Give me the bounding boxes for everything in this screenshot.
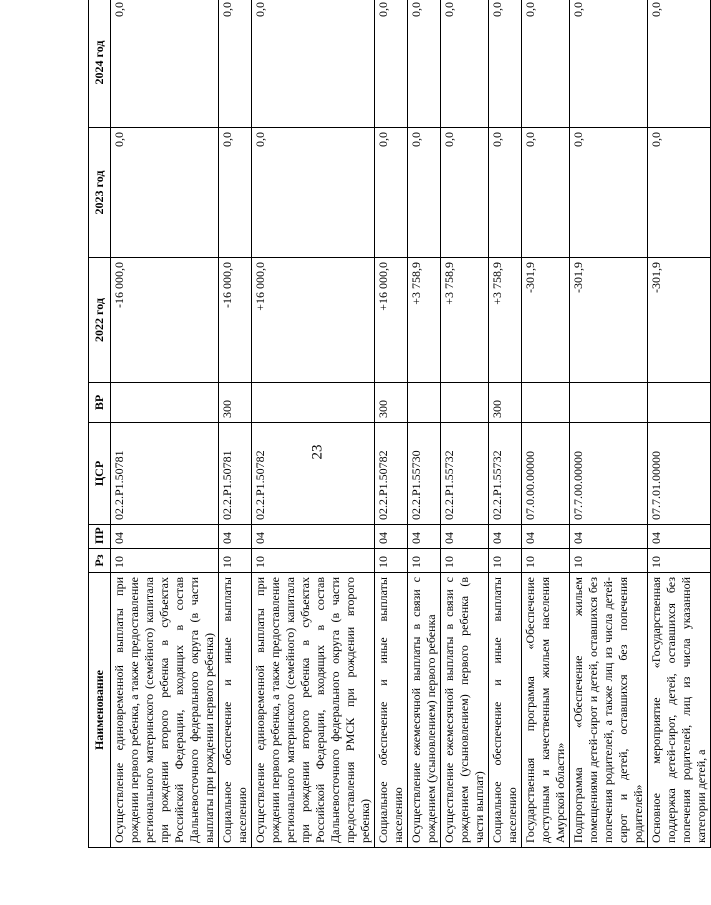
row-2023-value: 0,0 xyxy=(253,132,267,147)
table-header-row xyxy=(89,0,111,848)
row-csr-value: 02.2.P1.55730 xyxy=(409,450,423,520)
row-pr xyxy=(408,525,441,549)
row-name: Осуществление ежемесячной выплаты в связи с рождением (усыновлением) первого ребенка xyxy=(408,573,441,848)
row-rz xyxy=(375,549,408,573)
row-2022-value: +16 000,0 xyxy=(253,262,267,311)
row-2023 xyxy=(489,128,522,258)
row-name: Осуществление единовременной выплаты при рождении первого ребенка, а также предоставление регионального материнского (семейного) капитала при рождении второго ребенка в субъектах Российской Федерации, входящих в состав Дальневосточного федерального округа (в части выплаты при рождении первого ребенка) xyxy=(111,573,219,848)
row-pr-value: 04 xyxy=(220,532,234,544)
row-vr-value: 300 xyxy=(376,400,390,418)
row-csr-value: 02.2.P1.55732 xyxy=(490,450,504,520)
row-pr xyxy=(648,525,711,549)
row-2024-value: 0,0 xyxy=(409,2,423,17)
row-name: Социальное обеспечение и иные выплаты населению xyxy=(489,573,522,848)
row-2024-value: 0,0 xyxy=(490,2,504,17)
row-2022 xyxy=(570,258,648,383)
row-2022-value: -16 000,0 xyxy=(220,262,234,308)
row-vr xyxy=(408,383,441,423)
row-csr xyxy=(648,423,711,525)
row-2024 xyxy=(219,0,252,128)
row-csr-value: 02.2.P1.55732 xyxy=(442,450,456,520)
row-2024-value: 0,0 xyxy=(376,2,390,17)
table-row xyxy=(375,0,408,848)
row-2024-value: 0,0 xyxy=(523,2,537,17)
header-2024: 2024 год xyxy=(89,0,111,128)
row-vr-value: 300 xyxy=(220,400,234,418)
table-row xyxy=(522,0,570,848)
row-2024 xyxy=(252,0,375,128)
row-csr xyxy=(489,423,522,525)
row-2022 xyxy=(489,258,522,383)
row-2023-value: 0,0 xyxy=(409,132,423,147)
row-2022 xyxy=(219,258,252,383)
row-2023-value: 0,0 xyxy=(442,132,456,147)
budget-table xyxy=(88,0,711,848)
table-row xyxy=(570,0,648,848)
row-vr xyxy=(111,383,219,423)
row-2024 xyxy=(522,0,570,128)
header-2022: 2022 год xyxy=(89,258,111,383)
row-name: Подпрограмма «Обеспечение жильем помещениями детей-сирот и детей, оставшихся без попечения родителей, а также лиц из числа детей-сирот и детей, оставшихся без попечения родителей» xyxy=(570,573,648,848)
row-csr-value: 07.7.00.00000 xyxy=(571,451,585,520)
row-2023 xyxy=(219,128,252,258)
row-pr xyxy=(111,525,219,549)
row-rz xyxy=(111,549,219,573)
row-vr xyxy=(441,383,489,423)
header-2023: 2023 год xyxy=(89,128,111,258)
row-2022 xyxy=(648,258,711,383)
row-2022 xyxy=(522,258,570,383)
row-2024 xyxy=(570,0,648,128)
row-rz-value: 10 xyxy=(376,556,390,568)
row-name: Осуществление единовременной выплаты при рождении первого ребенка, а также предоставление регионального материнского (семейного) капитала при рождении второго ребенка в субъектах Российской Федерации, входящих в состав Дальневосточного федерального округа (в части предоставления РМСК при рождении второго ребенка) xyxy=(252,573,375,848)
row-csr xyxy=(441,423,489,525)
row-2023 xyxy=(570,128,648,258)
row-2023-value: 0,0 xyxy=(571,132,585,147)
row-2022-value: -301,9 xyxy=(649,262,663,293)
row-rz-value: 10 xyxy=(523,556,537,568)
row-pr-value: 04 xyxy=(409,532,423,544)
row-2024-value: 0,0 xyxy=(253,2,267,17)
table-row xyxy=(489,0,522,848)
row-csr xyxy=(111,423,219,525)
row-csr xyxy=(570,423,648,525)
rotated-table-container xyxy=(88,0,708,848)
row-csr-value: 02.2.P1.50782 xyxy=(253,450,267,520)
row-2023-value: 0,0 xyxy=(376,132,390,147)
row-pr xyxy=(375,525,408,549)
row-pr xyxy=(252,525,375,549)
row-rz xyxy=(252,549,375,573)
table-row xyxy=(441,0,489,848)
row-2024-value: 0,0 xyxy=(220,2,234,17)
row-rz-value: 10 xyxy=(649,556,663,568)
row-csr-value: 02.2.P1.50782 xyxy=(376,450,390,520)
header-csr: ЦСР xyxy=(89,423,111,525)
row-rz-value: 10 xyxy=(112,556,126,568)
row-2023-value: 0,0 xyxy=(112,132,126,147)
row-csr-value: 07.0.00.00000 xyxy=(523,451,537,520)
row-pr xyxy=(219,525,252,549)
row-2022 xyxy=(252,258,375,383)
row-2022-value: -301,9 xyxy=(571,262,585,293)
row-pr xyxy=(570,525,648,549)
header-name: Наименование xyxy=(89,573,111,848)
row-vr xyxy=(570,383,648,423)
row-2024 xyxy=(111,0,219,128)
header-vr: ВР xyxy=(89,383,111,423)
row-2023 xyxy=(522,128,570,258)
table-row xyxy=(111,0,219,848)
row-rz xyxy=(441,549,489,573)
row-2024 xyxy=(441,0,489,128)
row-2023 xyxy=(375,128,408,258)
row-2023 xyxy=(648,128,711,258)
page-number: 23 xyxy=(309,444,326,460)
row-pr-value: 04 xyxy=(376,532,390,544)
row-name: Государственная программа «Обеспечение доступным и качественным жильем населения Амурской области» xyxy=(522,573,570,848)
row-rz xyxy=(522,549,570,573)
row-rz xyxy=(408,549,441,573)
row-pr-value: 04 xyxy=(649,532,663,544)
row-pr-value: 04 xyxy=(253,532,267,544)
row-pr xyxy=(522,525,570,549)
row-vr xyxy=(522,383,570,423)
row-rz-value: 10 xyxy=(220,556,234,568)
row-csr xyxy=(252,423,375,525)
row-name: Социальное обеспечение и иные выплаты населению xyxy=(219,573,252,848)
row-vr xyxy=(219,383,252,423)
row-2023-value: 0,0 xyxy=(490,132,504,147)
row-2024-value: 0,0 xyxy=(442,2,456,17)
row-vr-value: 300 xyxy=(490,400,504,418)
row-2023-value: 0,0 xyxy=(649,132,663,147)
table-body xyxy=(111,0,711,848)
row-vr xyxy=(489,383,522,423)
row-rz-value: 10 xyxy=(409,556,423,568)
row-2024 xyxy=(375,0,408,128)
row-csr xyxy=(375,423,408,525)
row-2023 xyxy=(111,128,219,258)
row-pr-value: 04 xyxy=(490,532,504,544)
row-csr xyxy=(219,423,252,525)
row-name: Основное мероприятие «Государственная поддержка детей-сирот, детей, оставшихся без попечения родителей, лиц из числа указанной категории детей, а xyxy=(648,573,711,848)
header-rz: Рз xyxy=(89,549,111,573)
row-2022 xyxy=(375,258,408,383)
row-vr xyxy=(375,383,408,423)
row-rz-value: 10 xyxy=(442,556,456,568)
row-2022-value: +16 000,0 xyxy=(376,262,390,311)
header-pr: ПР xyxy=(89,525,111,549)
row-csr-value: 02.2.P1.50781 xyxy=(112,450,126,520)
row-2022-value: +3 758,9 xyxy=(490,262,504,305)
row-name: Осуществление ежемесячной выплаты в связи с рождением (усыновлением) первого ребенка (в части выплат) xyxy=(441,573,489,848)
row-pr xyxy=(489,525,522,549)
row-csr xyxy=(408,423,441,525)
table-row xyxy=(648,0,711,848)
row-2023 xyxy=(441,128,489,258)
row-csr-value: 07.7.01.00000 xyxy=(649,451,663,520)
row-2023-value: 0,0 xyxy=(523,132,537,147)
row-name: Социальное обеспечение и иные выплаты населению xyxy=(375,573,408,848)
row-2024-value: 0,0 xyxy=(649,2,663,17)
row-pr-value: 04 xyxy=(571,532,585,544)
row-rz xyxy=(489,549,522,573)
row-vr xyxy=(252,383,375,423)
row-2024-value: 0,0 xyxy=(571,2,585,17)
table-row xyxy=(219,0,252,848)
row-rz-value: 10 xyxy=(490,556,504,568)
row-2023 xyxy=(252,128,375,258)
row-pr xyxy=(441,525,489,549)
row-pr-value: 04 xyxy=(442,532,456,544)
row-csr xyxy=(522,423,570,525)
row-2023-value: 0,0 xyxy=(220,132,234,147)
row-csr-value: 02.2.P1.50781 xyxy=(220,450,234,520)
row-2024 xyxy=(648,0,711,128)
row-2024-value: 0,0 xyxy=(112,2,126,17)
row-2022-value: -16 000,0 xyxy=(112,262,126,308)
row-2022-value: +3 758,9 xyxy=(409,262,423,305)
row-2024 xyxy=(489,0,522,128)
row-pr-value: 04 xyxy=(112,532,126,544)
row-2022 xyxy=(441,258,489,383)
row-2024 xyxy=(408,0,441,128)
row-vr xyxy=(648,383,711,423)
row-2022-value: +3 758,9 xyxy=(442,262,456,305)
row-rz xyxy=(570,549,648,573)
row-2023 xyxy=(408,128,441,258)
row-rz xyxy=(648,549,711,573)
row-2022 xyxy=(111,258,219,383)
row-pr-value: 04 xyxy=(523,532,537,544)
row-2022-value: -301,9 xyxy=(523,262,537,293)
row-rz xyxy=(219,549,252,573)
table-row xyxy=(252,0,375,848)
table-row xyxy=(408,0,441,848)
row-rz-value: 10 xyxy=(253,556,267,568)
row-rz-value: 10 xyxy=(571,556,585,568)
row-2022 xyxy=(408,258,441,383)
